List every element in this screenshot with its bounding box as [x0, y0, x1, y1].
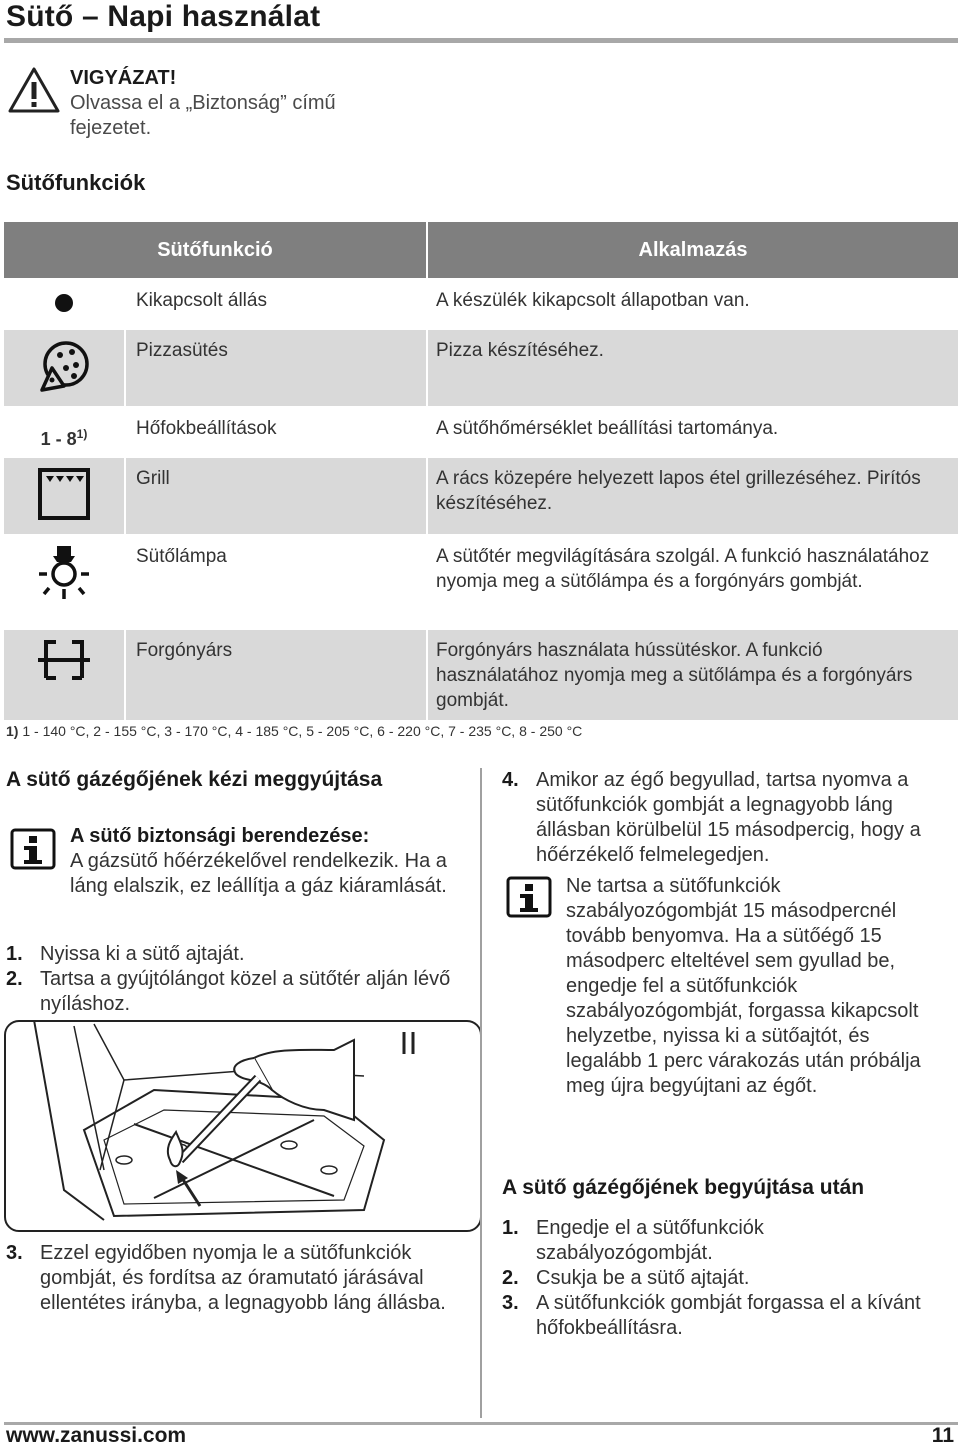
- table-header-function: Sütőfunkció: [4, 222, 428, 278]
- warning-triangle-icon: [8, 66, 60, 114]
- step-text: Tartsa a gyújtólángot közel a sütőtér alján lévő nyíláshoz.: [40, 968, 451, 1015]
- step-number: 2.: [6, 968, 23, 990]
- step-text: Ezzel egyidőben nyomja le a sütőfunkciók gombját, és fordítsa az óramutató járásával ellentétes irányba, a legnagyobb láng állásba.: [40, 1242, 446, 1314]
- column-divider: [480, 768, 482, 1418]
- table-cell-icon: [4, 456, 126, 534]
- table-header-use: Alkalmazás: [428, 222, 958, 278]
- table-cell-function: Grill: [126, 456, 428, 534]
- info-icon: [10, 828, 56, 870]
- oven-lamp-icon: [35, 544, 93, 602]
- safety-info-body: A gázsütő hőérzékelővel rendelkezik. Ha a láng elalszik, ez leállítja a gáz kiáramlását.: [70, 850, 447, 897]
- oven-functions-table: [4, 222, 958, 720]
- table-row: [4, 534, 958, 628]
- list-item: [502, 1216, 958, 1266]
- list-item: [502, 768, 958, 868]
- table-row: [4, 278, 958, 328]
- table-cell-use: Forgónyárs használata hússütéskor. A funkció használatához nyomja meg a sütőlámpa és a forgónyárs gombját.: [428, 628, 958, 720]
- footnote-ref: 1): [76, 427, 88, 441]
- table-row: [4, 406, 958, 456]
- step-number: 1.: [6, 943, 23, 965]
- timeout-info-text: Ne tartsa a sütőfunkciók szabályozógombját 15 másodpercnél tovább benyomva. Ha a sütőégő 15 másodperc elteltével sem gyullad be, engedje fel a sütőfunkciók szabályozógombját, forgassa kikapcsolt helyzetbe, nyissa ki a sütőajtót, és legalább 1 perc várakozás után próbálja meg újra begyújtani az égőt.: [566, 875, 921, 1097]
- table-cell-use: A rács közepére helyezett lapos étel grillezéséhez. Pirítós készítéséhez.: [428, 456, 958, 534]
- safety-info-heading: A sütő biztonsági berendezése:: [70, 825, 370, 847]
- table-row: [4, 628, 958, 720]
- section-title: Sütőfunkciók: [6, 170, 146, 195]
- warning-text: [70, 66, 410, 141]
- table-cell-icon: [4, 278, 126, 328]
- table-cell-function: Forgónyárs: [126, 628, 428, 720]
- temperature-range: 1 - 8: [40, 429, 77, 449]
- table-cell-use: A sütőhőmérséklet beállítási tartománya.: [428, 406, 958, 456]
- list-item: [6, 1241, 476, 1316]
- table-cell-use: A készülék kikapcsolt állapotban van.: [428, 278, 958, 328]
- manual-ignition-heading: A sütő gázégőjének kézi meggyújtása: [6, 768, 383, 791]
- table-row: [4, 328, 958, 406]
- list-item: [6, 967, 476, 1017]
- step-number: 4.: [502, 769, 519, 791]
- footnote-text: 1 - 140 °C, 2 - 155 °C, 3 - 170 °C, 4 - 185 °C, 5 - 205 °C, 6 - 220 °C, 7 - 235 °C, 8 - 250 °C: [22, 723, 583, 739]
- oven-ignition-illustration-icon: [4, 1020, 482, 1232]
- table-cell-function: Hőfokbeállítások: [126, 406, 428, 456]
- list-item: [6, 942, 245, 967]
- step-text: Csukja be a sütő ajtaját.: [536, 1267, 750, 1289]
- info-icon: [506, 876, 552, 918]
- warning-body: Olvassa el a „Biztonság” című fejezetet.: [70, 92, 336, 139]
- title-rule: [4, 38, 958, 43]
- grill-icon: [36, 466, 92, 522]
- step-number: 3.: [502, 1292, 519, 1314]
- table-cell-icon: [4, 328, 126, 406]
- step-text: Amikor az égő begyullad, tartsa nyomva a sütőfunkciók gombját a legnagyobb láng állásban körülbelül 15 másodpercig, hogy a hőérzékelő felmelegedjen.: [536, 769, 921, 866]
- pizza-icon: [36, 338, 92, 394]
- footer-url: www.zanussi.com: [6, 1424, 187, 1447]
- temperature-range-label: [4, 416, 124, 452]
- warning-label: VIGYÁZAT!: [70, 67, 177, 89]
- step-text: Engedje el a sütőfunkciók szabályozógombját.: [536, 1217, 764, 1264]
- step-number: 2.: [502, 1267, 519, 1289]
- table-cell-function: Pizzasütés: [126, 328, 428, 406]
- table-cell-icon: [4, 534, 126, 628]
- after-ignition-heading: A sütő gázégőjének begyújtása után: [502, 1176, 865, 1199]
- step-text: Nyissa ki a sütő ajtaját.: [40, 943, 245, 965]
- page-number: 11: [931, 1424, 954, 1447]
- table-cell-use: A sütőtér megvilágítására szolgál. A funkció használatához nyomja meg a sütőlámpa és a forgónyárs gombját.: [428, 534, 958, 628]
- table-cell-icon: [4, 628, 126, 720]
- rotisserie-icon: [36, 638, 92, 688]
- table-cell-use: Pizza készítéséhez.: [428, 328, 958, 406]
- table-cell-icon: [4, 406, 126, 456]
- table-cell-function: Sütőlámpa: [126, 534, 428, 628]
- list-item: [502, 1266, 958, 1291]
- off-dot-icon: [51, 290, 77, 316]
- step-text: A sütőfunkciók gombját forgassa el a kívánt hőfokbeállításra.: [536, 1292, 921, 1339]
- list-item: [502, 1291, 958, 1341]
- step-number: 1.: [502, 1217, 519, 1239]
- page-title: Sütő – Napi használat: [6, 0, 321, 33]
- safety-info-text: [70, 824, 470, 899]
- footnote-mark: 1): [6, 723, 19, 739]
- table-row: [4, 456, 958, 534]
- step-number: 3.: [6, 1242, 23, 1264]
- table-cell-function: Kikapcsolt állás: [126, 278, 428, 328]
- footnote: [6, 723, 582, 739]
